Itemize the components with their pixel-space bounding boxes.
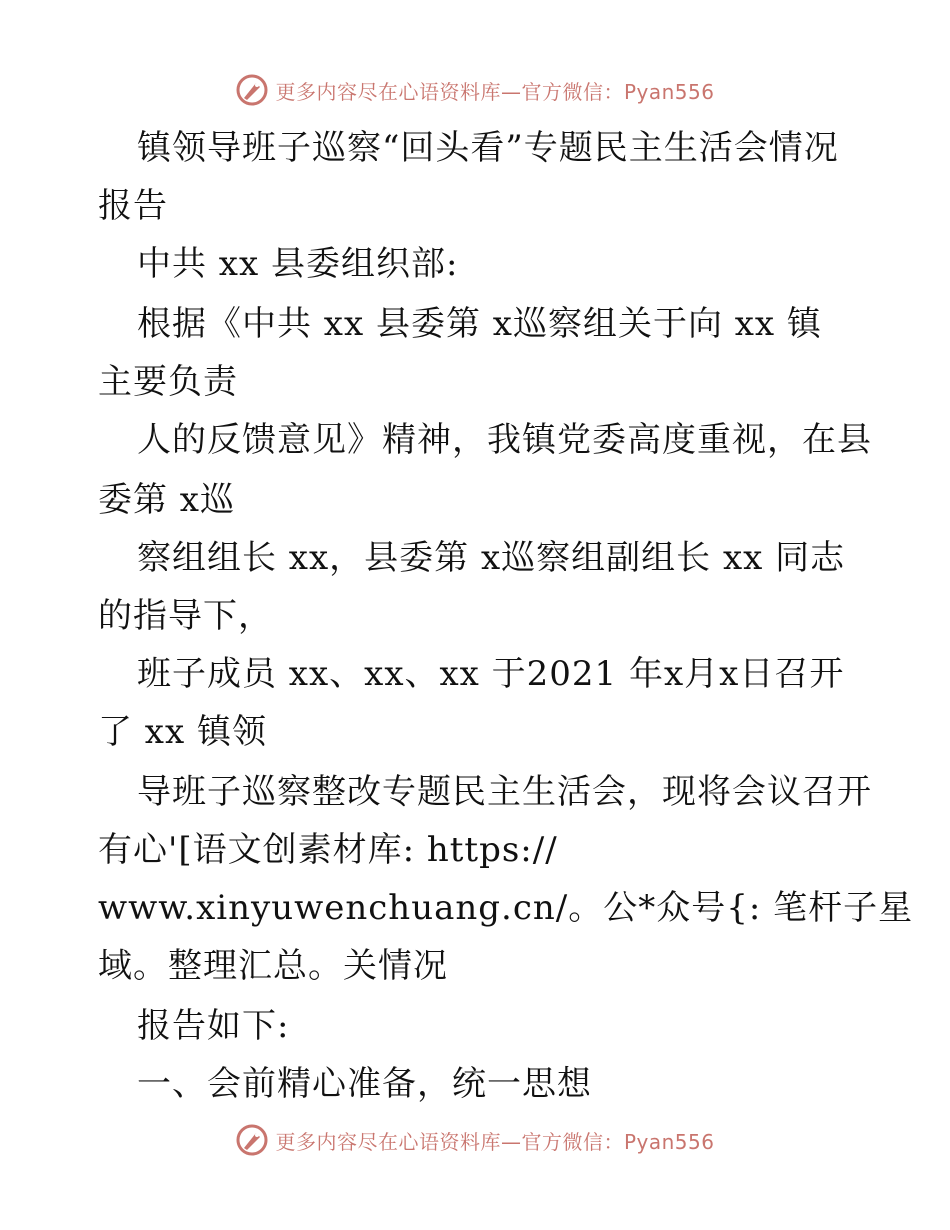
section-heading: 一、会前精心准备，统一思想 bbox=[137, 1064, 592, 1104]
body-line: 班子成员 xx、xx、xx 于2021 年x月x日召开 bbox=[137, 654, 845, 694]
body-line: 察组组长 xx，县委第 x巡察组副组长 xx 同志 bbox=[137, 538, 846, 578]
body-line: 了 xx 镇领 bbox=[98, 712, 267, 752]
body-line: 的指导下， bbox=[98, 596, 273, 636]
body-line: 导班子巡察整改专题民主生活会，现将会议召开 bbox=[137, 772, 872, 812]
title-line-1: 镇领导班子巡察“回头看”专题民主生活会情况 bbox=[137, 128, 839, 168]
body-line: 委第 x巡 bbox=[98, 480, 235, 520]
footer-banner bbox=[0, 1120, 950, 1160]
title-line-2: 报告 bbox=[98, 186, 168, 226]
body-line: 域。整理汇总。关情况 bbox=[98, 946, 448, 986]
body-line: 报告如下: bbox=[137, 1006, 290, 1046]
body-line: 根据《中共 xx 县委第 x巡察组关于向 xx 镇 bbox=[137, 304, 822, 344]
salutation: 中共 xx 县委组织部: bbox=[137, 244, 459, 284]
body-line: www.xinyuwenchuang.cn/。公*众号{: 笔杆子星 bbox=[98, 888, 914, 928]
header-banner bbox=[0, 70, 950, 110]
body-line: 主要负责 bbox=[98, 362, 238, 402]
pen-nib-logo-icon bbox=[235, 73, 269, 107]
body-line: 有心'[语文创素材库: https:// bbox=[98, 830, 558, 870]
banner-text: 更多内容尽在心语资料库—官方微信：Pyan556 bbox=[275, 1129, 715, 1154]
banner-text: 更多内容尽在心语资料库—官方微信：Pyan556 bbox=[275, 79, 715, 104]
body-line: 人的反馈意见》精神，我镇党委高度重视，在县 bbox=[137, 420, 872, 460]
pen-nib-logo-icon bbox=[235, 1123, 269, 1157]
